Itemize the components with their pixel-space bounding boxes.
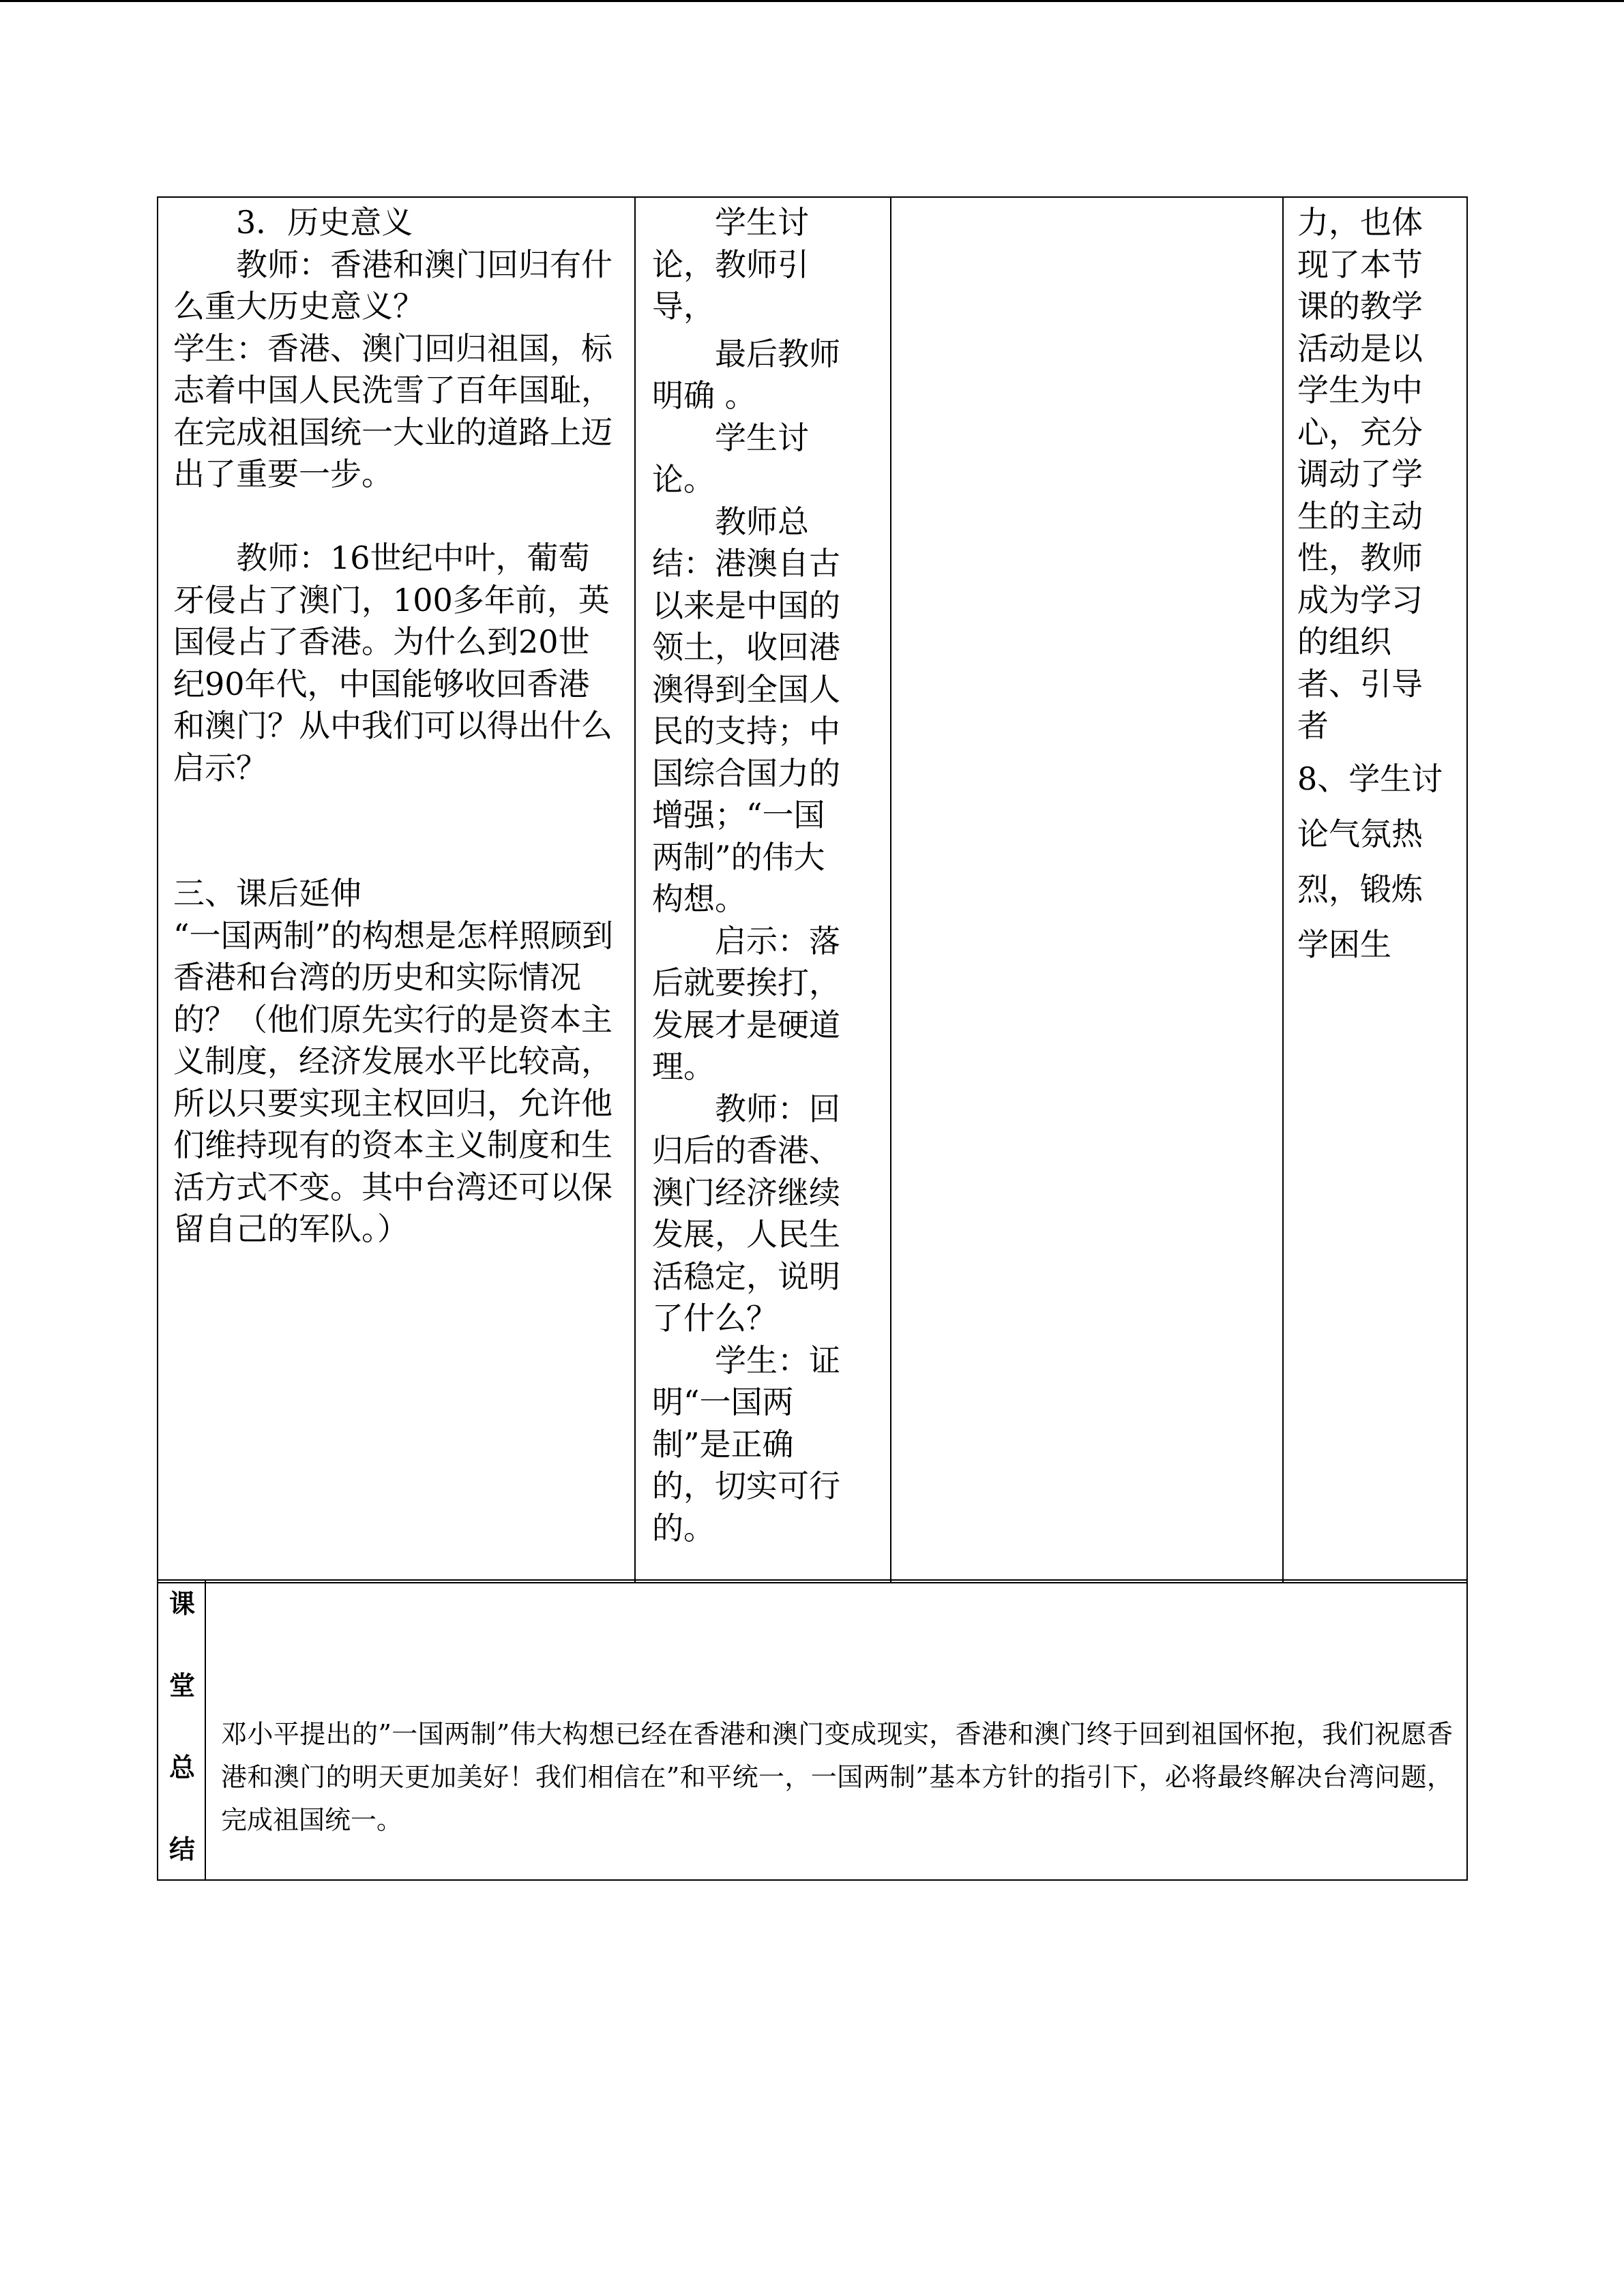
top-border-line xyxy=(0,0,1624,2)
class-summary-table xyxy=(157,1579,1468,1881)
blank-line xyxy=(173,789,621,831)
teacher-question-2: 教师：16世纪中叶，葡萄牙侵占了澳门，100多年前，英国侵占了香港。为什么到20世纪90年代，中国能够收回香港和澳门？从中我们可以得出什么启示？ xyxy=(173,539,612,786)
lesson-plan-table xyxy=(157,196,1468,1583)
summary-text: 邓小平提出的”一国两制”伟大构想已经在香港和澳门变成现实，香港和澳门终于回到祖国怀抱，我们祝愿香港和澳门的明天更加美好！我们相信在”和平统一，一国两制”基本方针的指引下，必将最终解决台湾问题，完成祖国统一。 xyxy=(221,1719,1453,1835)
section-heading-historical-significance: 3．历史意义 xyxy=(236,204,413,241)
design-note-discussion: 8、学生讨论气氛热烈，锻炼学困生 xyxy=(1297,760,1443,963)
extension-question: “一国两制”的构想是怎样照顾到香港和台湾的历史和实际情况的？（他们原先实行的是资本主义制度，经济发展水平比较高，所以只要实现主权回归，允许他们维持现有的资本主义制度和生活方式不变。其中台湾还可以保留自己的军队。） xyxy=(173,916,614,1247)
student-answer-1: 学生：香港、澳门回归祖国，标志着中国人民洗雪了百年国耻，在完成祖国统一大业的道路上迈出了重要一步。 xyxy=(173,329,612,492)
summary-text-cell xyxy=(205,1580,1467,1880)
blank-line xyxy=(173,831,621,874)
summary-label-cell xyxy=(158,1580,205,1880)
summary-label-char: 总 xyxy=(168,1753,195,1783)
empty-column-cell xyxy=(891,197,1283,1583)
activity-teacher-question: 教师：回归后的香港、澳门经济继续发展，人民生活稳定，说明了什么？ xyxy=(652,1090,840,1337)
activity-student-discussion: 学生讨论。 xyxy=(652,419,809,498)
activity-enlightenment: 启示：落后就要挨打，发展才是硬道理。 xyxy=(652,922,840,1085)
section-heading-after-class-extension: 三、课后延伸 xyxy=(173,875,361,912)
activity-teacher-clarifies: 最后教师明确 。 xyxy=(652,335,840,414)
design-intent-cell xyxy=(1283,197,1467,1583)
teacher-question-1: 教师：香港和澳门回归有什么重大历史意义？ xyxy=(173,245,612,325)
design-note-student-centered: 力，也体现了本节课的教学活动是以学生为中心，充分调动了学生的主动性，教师成为学习的组织者、引导者 xyxy=(1297,204,1423,744)
summary-label-char: 结 xyxy=(168,1834,195,1864)
activity-teacher-summary: 教师总结：港澳自古以来是中国的领土，收回港澳得到全国人民的支持；中国综合国力的增强；“一国两制”的伟大构想。 xyxy=(652,503,840,917)
teaching-activity-cell xyxy=(635,197,891,1583)
blank-line xyxy=(173,496,621,538)
table-row-content xyxy=(158,197,1467,1583)
summary-label-char: 课 xyxy=(168,1589,195,1619)
teaching-content-cell xyxy=(158,197,635,1583)
activity-discussion-guide: 学生讨论，教师引导， xyxy=(652,204,809,325)
summary-label-char: 堂 xyxy=(168,1671,195,1701)
activity-student-answer: 学生：证明“一国两制”是正确的，切实可行的。 xyxy=(652,1341,840,1547)
table-row-summary xyxy=(158,1580,1467,1880)
